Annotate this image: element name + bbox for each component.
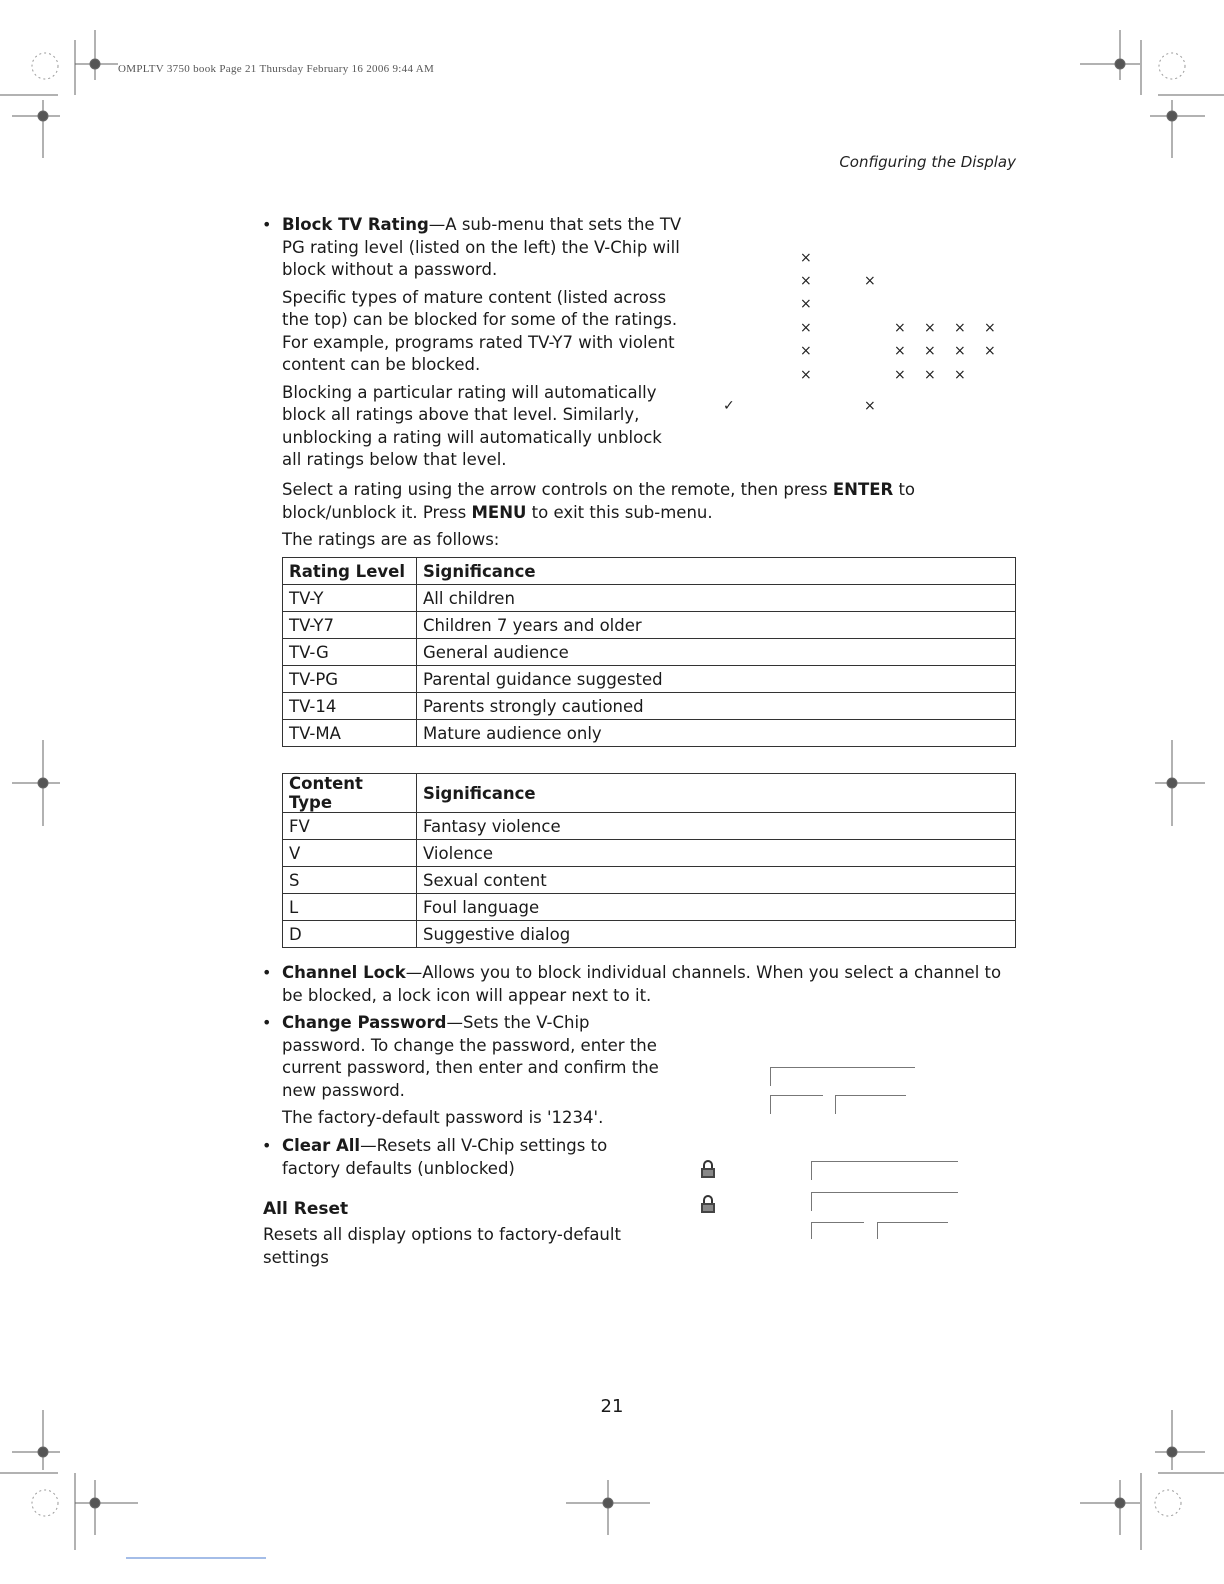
content-cell: D <box>283 921 417 948</box>
content-cell: FV <box>283 813 417 840</box>
block-tv-rating-para3: Blocking a particular rating will automatically block all ratings above that level. Similarly, unblocking a rating will automatically unblock all ratings below that level. <box>282 382 662 469</box>
table-row <box>283 693 1016 720</box>
significance-cell: All children <box>417 585 1016 612</box>
content-type-table <box>282 773 1016 948</box>
significance-cell: Sexual content <box>417 867 1016 894</box>
check-mark: ✓ <box>723 398 735 414</box>
rating-cell: TV-PG <box>283 666 417 693</box>
block-mark: × <box>954 367 966 383</box>
table-row <box>283 639 1016 666</box>
table-row <box>283 840 1016 867</box>
password-field-outline <box>877 1222 948 1239</box>
lock-icon <box>700 1195 716 1213</box>
password-field-outline <box>811 1161 958 1180</box>
table-row <box>283 894 1016 921</box>
bullet: • <box>262 215 272 234</box>
block-mark: × <box>864 273 876 289</box>
bullet: • <box>262 1136 272 1155</box>
bullet: • <box>262 1013 272 1032</box>
block-tv-rating-para2: Specific types of mature content (listed across the top) can be blocked for some of the ratings. For example, programs rated TV-Y7 with violent content can be blocked. <box>282 287 678 374</box>
block-mark: × <box>954 320 966 336</box>
significance-cell: Parents strongly cautioned <box>417 693 1016 720</box>
change-password-item: • Change Password—Sets the V-Chip password. To change the password, enter the current password, then enter and confirm the new password. The factory-default password is '1234'. <box>282 1012 667 1130</box>
header-content-type: Content Type <box>283 774 417 813</box>
rating-cell: TV-MA <box>283 720 417 747</box>
table-row <box>283 813 1016 840</box>
rating-cell: TV-Y <box>283 585 417 612</box>
ratings-intro: The ratings are as follows: <box>282 530 500 549</box>
rating-table <box>282 557 1016 747</box>
rating-cell: TV-Y7 <box>283 612 417 639</box>
password-field-outline <box>770 1095 823 1114</box>
table-row <box>283 867 1016 894</box>
table-header-row <box>283 558 1016 585</box>
block-mark: × <box>924 343 936 359</box>
enter-key: ENTER <box>832 480 894 499</box>
table-row <box>283 921 1016 948</box>
channel-lock-term: Channel Lock <box>282 963 406 982</box>
all-reset-heading: All Reset <box>263 1199 349 1219</box>
print-slug: OMPLTV 3750 book Page 21 Thursday February 16 2006 9:44 AM <box>118 63 435 75</box>
clear-all-term: Clear All <box>282 1136 361 1155</box>
block-mark: × <box>924 320 936 336</box>
clear-all-item: • Clear All—Resets all V-Chip settings to factory defaults (unblocked) <box>262 1136 608 1178</box>
block-mark: × <box>894 343 906 359</box>
password-field-outline <box>811 1222 864 1239</box>
change-password-term: Change Password <box>282 1013 447 1032</box>
channel-lock-item: • Channel Lock—Allows you to block individual channels. When you select a channel to be blocked, a lock icon will appear next to it. <box>262 963 1002 1005</box>
rating-cell: TV-G <box>283 639 417 666</box>
content-cell: S <box>283 867 417 894</box>
header-rating-level: Rating Level <box>283 558 417 585</box>
block-mark: × <box>800 320 812 336</box>
significance-cell: Mature audience only <box>417 720 1016 747</box>
block-mark: × <box>800 250 812 266</box>
lock-icon <box>700 1160 716 1178</box>
default-password-note: The factory-default password is '1234'. <box>282 1108 604 1127</box>
header-significance: Significance <box>417 558 1016 585</box>
table-row <box>283 612 1016 639</box>
block-tv-rating-item <box>262 214 682 472</box>
menu-key: MENU <box>471 502 527 522</box>
significance-cell: Parental guidance suggested <box>417 666 1016 693</box>
significance-cell: Foul language <box>417 894 1016 921</box>
table-row <box>283 666 1016 693</box>
block-mark: × <box>894 320 906 336</box>
bullet: • <box>262 963 272 982</box>
block-mark: × <box>800 296 812 312</box>
header-significance: Significance <box>417 774 1016 813</box>
significance-cell: Fantasy violence <box>417 813 1016 840</box>
password-field-outline <box>770 1067 915 1086</box>
table-row <box>283 720 1016 747</box>
significance-cell: General audience <box>417 639 1016 666</box>
content-cell: L <box>283 894 417 921</box>
password-field-outline <box>835 1095 906 1114</box>
block-mark: × <box>984 343 996 359</box>
select-instruction: Select a rating using the arrow controls on the remote, then press ENTER to block/unblock it. Press MENU to exit this sub-menu. <box>282 480 916 522</box>
running-head: Configuring the Display <box>839 153 1016 171</box>
table-header-row <box>283 774 1016 813</box>
block-tv-rating-term: Block TV Rating <box>282 215 429 234</box>
block-tv-rating-lead: Block TV Rating—A sub-menu that sets the TV PG rating level (listed on the left) the V-Chip will block without a password. <box>282 215 682 279</box>
significance-cell: Children 7 years and older <box>417 612 1016 639</box>
block-mark: × <box>954 343 966 359</box>
block-mark: × <box>984 320 996 336</box>
all-reset-text: Resets all display options to factory-default settings <box>263 1225 621 1267</box>
block-mark: × <box>864 398 876 414</box>
significance-cell: Violence <box>417 840 1016 867</box>
content-cell: V <box>283 840 417 867</box>
block-mark: × <box>800 367 812 383</box>
rating-cell: TV-14 <box>283 693 417 720</box>
page-number: 21 <box>600 1396 624 1417</box>
block-mark: × <box>894 367 906 383</box>
significance-cell: Suggestive dialog <box>417 921 1016 948</box>
block-mark: × <box>800 273 812 289</box>
password-field-outline <box>811 1192 958 1211</box>
table-row <box>283 585 1016 612</box>
block-mark: × <box>800 343 812 359</box>
block-mark: × <box>924 367 936 383</box>
